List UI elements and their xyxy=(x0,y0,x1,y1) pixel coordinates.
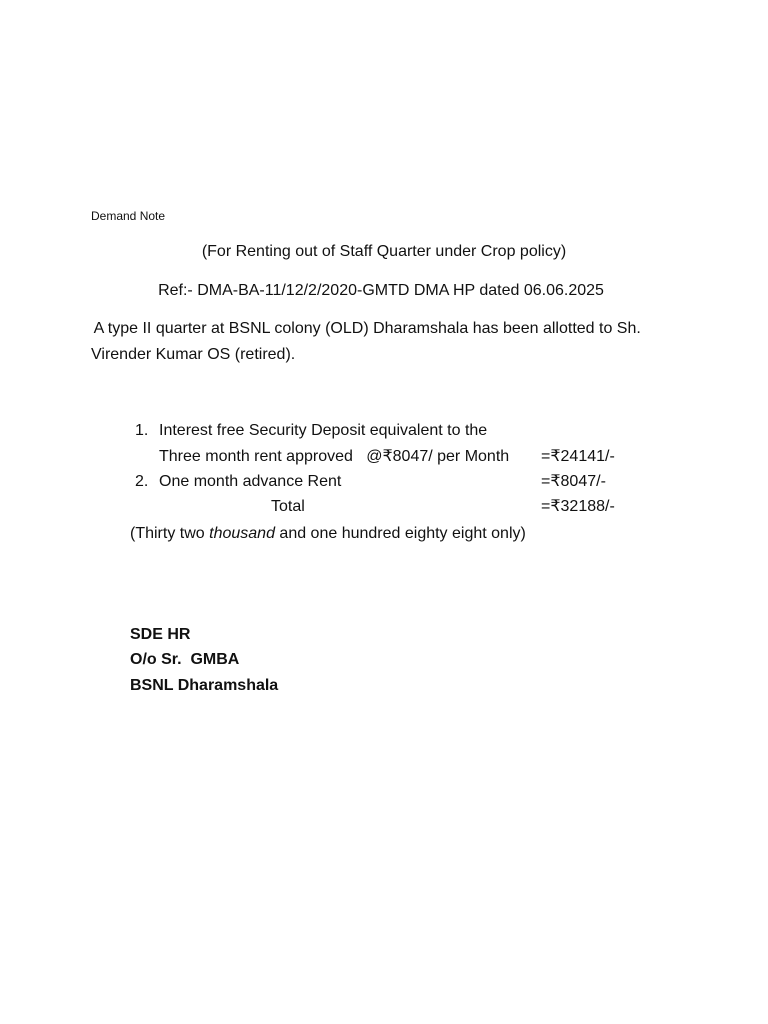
signature-office: O/o Sr. GMBA xyxy=(130,651,240,668)
amount-in-words xyxy=(130,526,526,542)
total-amount: =₹32188/- xyxy=(541,498,615,515)
item-1-text-line-2: Three month rent approved @₹8047/ per Month xyxy=(159,448,510,465)
signature-designation: SDE HR xyxy=(130,626,191,643)
item-2-amount: =₹8047/- xyxy=(541,473,606,490)
document-heading: Demand Note xyxy=(91,209,166,223)
item-1-amount: =₹24141/- xyxy=(541,448,615,465)
item-1-text-line-1: Interest free Security Deposit equivalent to the xyxy=(159,422,488,439)
amount-in-words-part-1: (Thirty two xyxy=(130,525,210,542)
total-label: Total xyxy=(271,498,305,515)
item-2-text: One month advance Rent xyxy=(159,473,342,490)
amount-in-words-italic: thousand xyxy=(209,525,275,542)
body-paragraph-line-2: Virender Kumar OS (retired). xyxy=(91,346,296,363)
item-1-number: 1. xyxy=(135,422,149,439)
item-2-number: 2. xyxy=(135,473,149,490)
document-subtitle: (For Renting out of Staff Quarter under Crop policy) xyxy=(201,243,567,260)
reference-line: Ref:- DMA-BA-11/12/2/2020-GMTD DMA HP dated 06.06.2025 xyxy=(158,282,604,299)
signature-location: BSNL Dharamshala xyxy=(130,677,279,694)
amount-in-words-part-2: and one hundred eighty eight only) xyxy=(274,525,526,542)
body-paragraph-line-1: A type II quarter at BSNL colony (OLD) Dharamshala has been allotted to Sh. xyxy=(90,320,641,337)
